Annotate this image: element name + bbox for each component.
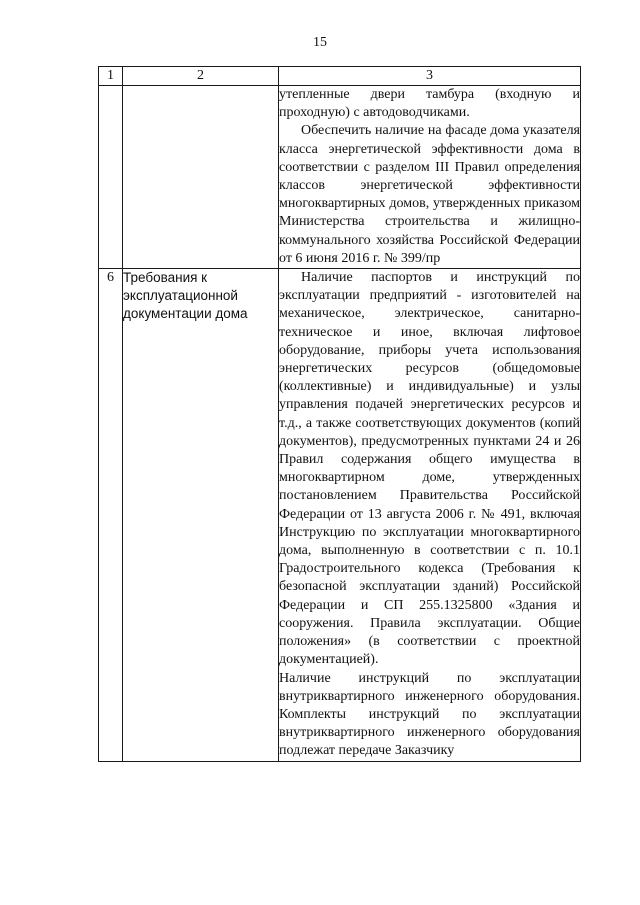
content-paragraph: утепленные двери тамбура (входную и проходную) с автодоводчиками. (279, 87, 580, 121)
content-paragraph: Наличие паспортов и инструкций по эксплуатации предприятий - изготовителей на механическое, электрическое, санитарно-техническое и иное, включая лифтовое оборудование, приборы учета использования энергетических ресурсов (общедомовые (коллективные) и индивидуальные) и узлы управления подачей энергетических ресурсов и т.д., а также соответствующих документов (копий документов), предусмотренных пунктами 24 и 26 Правил содержания общего имущества в многоквартирном доме, утвержденных постановлением Правительства Российской Федерации от 13 августа 2006 г. № 491, включая Инструкцию по эксплуатации многоквартирного дома, выполненную в соответствии с п. 10.1 Градостроительного кодекса (Требования к безопасной эксплуатации зданий) Российской Федерации и СП 255.1325800 «Здания и сооружения. Правила эксплуатации. Общие положения» (в соответствии с проектной документацией). (279, 270, 580, 668)
requirement-content (279, 269, 581, 761)
table-row (99, 269, 581, 761)
column-header-3: 3 (279, 67, 581, 86)
page-number: 15 (313, 35, 327, 50)
row-number: 6 (99, 269, 123, 761)
column-header-2: 2 (123, 67, 279, 86)
column-header-1: 1 (99, 67, 123, 86)
requirement-content (279, 86, 581, 269)
table-row (99, 86, 581, 269)
requirement-name: Требования к эксплуатационной документации дома (123, 269, 279, 761)
row-number (99, 86, 123, 269)
table-header-row (99, 67, 581, 86)
content-paragraph: Наличие инструкций по эксплуатации внутриквартирного инженерного оборудования. Комплекты инструкций по эксплуатации внутриквартирного инженерного оборудования подлежат передаче Заказчику (279, 670, 580, 759)
requirements-table (98, 66, 581, 762)
requirement-name (123, 86, 279, 269)
content-paragraph: Обеспечить наличие на фасаде дома указателя класса энергетической эффективности дома в соответствии с разделом III Правил определения классов энергетической эффективности многоквартирных домов, утвержденных приказом Министерства строительства и жилищно-коммунального хозяйства Российской Федерации от 6 июня 2016 г. № 399/пр (279, 123, 580, 266)
